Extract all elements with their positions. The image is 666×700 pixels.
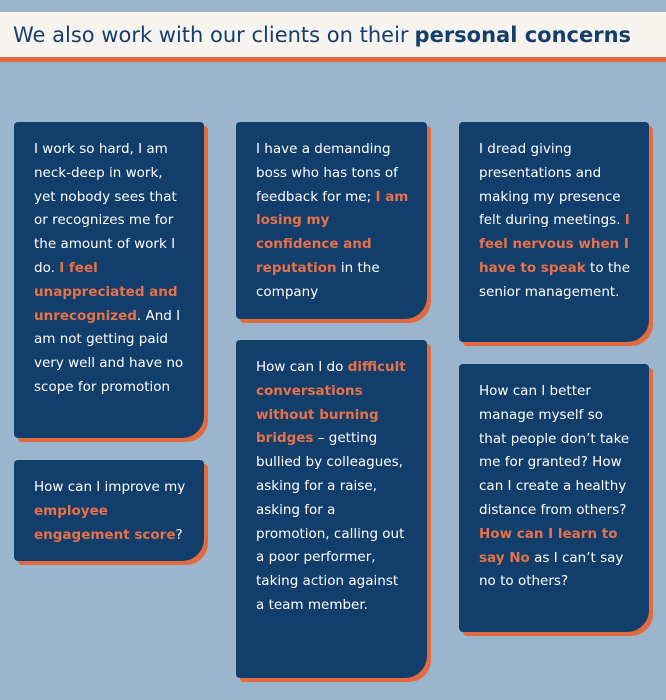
card-text: to the senior management. [479, 259, 631, 300]
concern-card-difficult-conversations [236, 340, 427, 678]
card-highlight: I feel unappreciated and unrecognized [34, 259, 178, 324]
card-text: . And I am not getting paid very well and have no scope for promotion [34, 307, 184, 395]
card-text: How can I do [256, 359, 348, 375]
banner-title: We also work with our clients on their [13, 22, 409, 47]
card-text: How can I improve my [34, 479, 186, 495]
concern-card-unappreciated [14, 122, 204, 438]
card-text: in the company [256, 259, 380, 300]
card-text: I have a demanding boss who has tons of feedback for me; [256, 141, 398, 205]
concern-card-say-no [459, 364, 649, 632]
card-text: I work so hard, I am neck-deep in work, yet nobody sees that or recognizes me for the amount of work I do. [34, 141, 177, 276]
card-text: How can I better manage myself so that people don’t take me for granted? How can I create a healthy distance from others? [479, 383, 630, 518]
page-banner [0, 12, 666, 62]
banner-title-emphasis: personal concerns [414, 22, 632, 47]
concern-card-engagement [14, 460, 204, 561]
concern-card-presentations [459, 122, 649, 342]
card-highlight: I feel nervous when I have to speak [479, 212, 630, 276]
card-text: I dread giving presentations and making my presence felt during meetings. [479, 141, 625, 229]
card-highlight: difficult conversations without burning bridges [256, 359, 406, 447]
card-highlight: I am losing my confidence and reputation [256, 188, 409, 276]
card-highlight: How can I learn to say No [479, 525, 618, 566]
card-text: – getting bullied by colleagues, asking for a raise, asking for a promotion, calling out a poor performer, taking action against a team member. [256, 430, 405, 613]
concern-card-demanding-boss [236, 122, 427, 319]
card-text: ? [175, 526, 183, 543]
card-highlight: employee engagement score [34, 502, 176, 543]
card-text: as I can’t say no to others? [479, 549, 624, 590]
